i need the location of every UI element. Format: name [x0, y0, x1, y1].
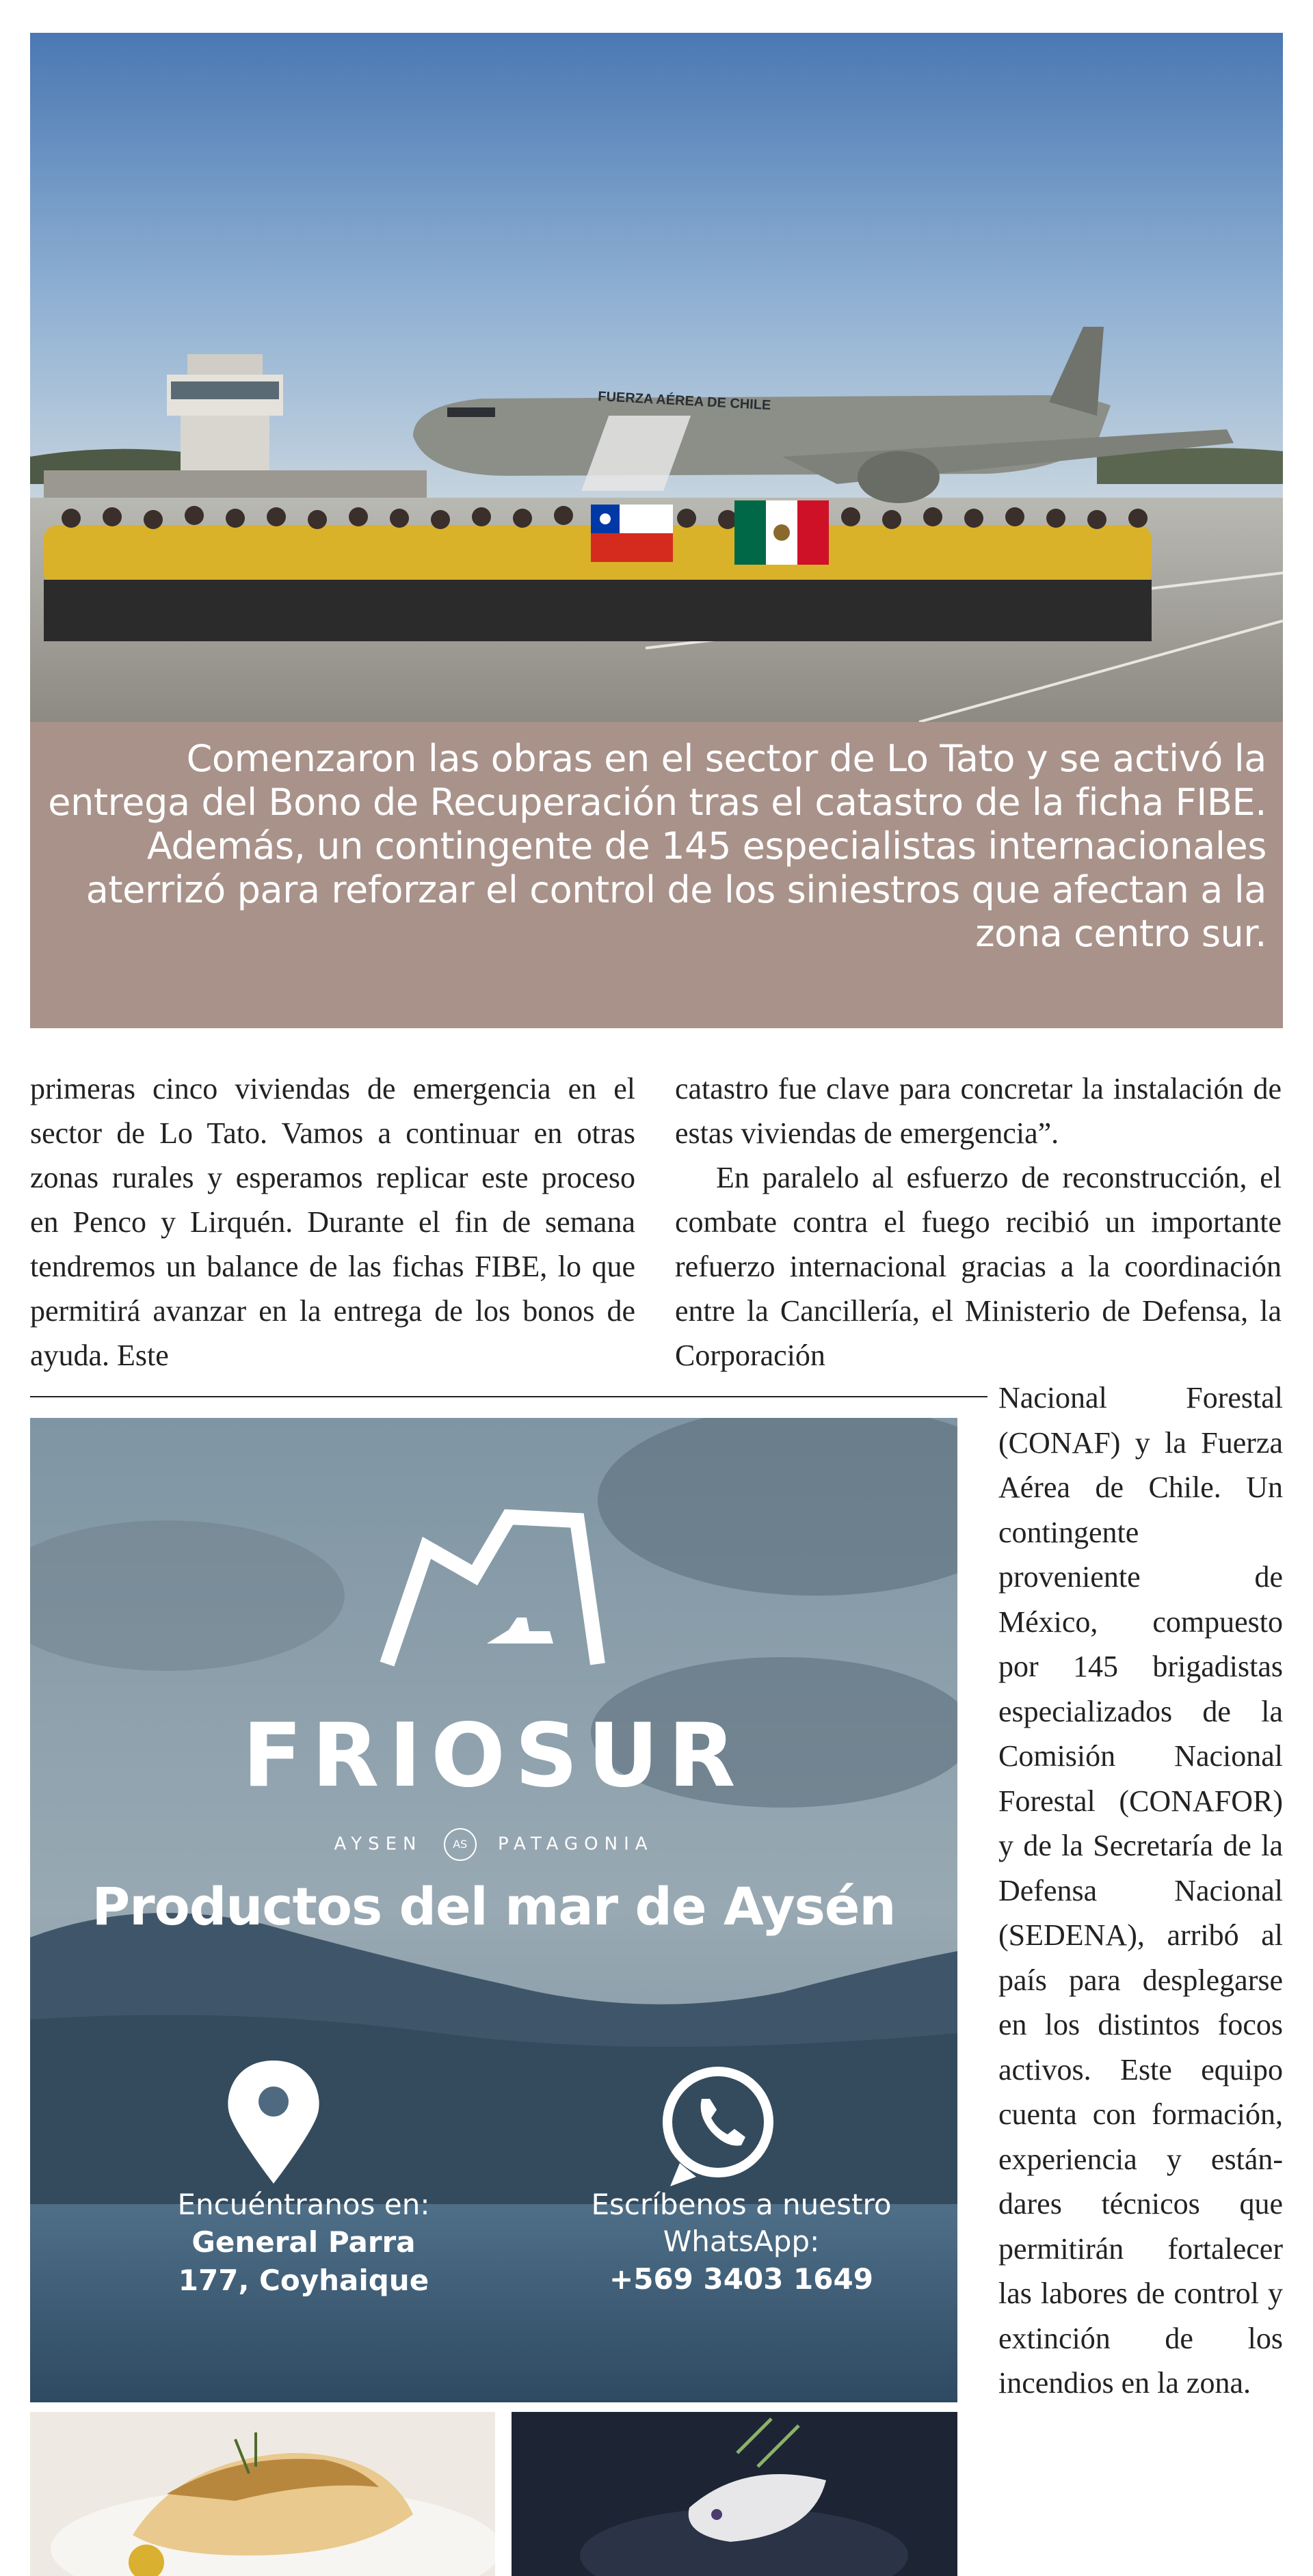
region-patagonia: PATAGONIA: [498, 1834, 654, 1855]
article-col3-text: Nacional Forestal (CONAF) y la Fuerza Aérea de Chile. Un contingente proveniente de México, compuesto por 145 brigadistas especializados de la Comisión Nacional Forestal (CONAFOR) y de la Secretaría de la Defensa Nacional (SEDENA), arribó al país para desplegarse en los distintos focos activos. Este equipo cuenta con formación, experiencia y estándares técnicos que permitirán fortalecer las labores de control y extinción de los incendios en la zona.: [998, 1381, 1283, 2400]
hero-photo-scene: [30, 33, 1283, 722]
article-col2-paragraph-1: catastro fue clave para concretar la instalación de estas viviendas de emergencia”.: [675, 1072, 1282, 1150]
hero-caption: Comenzaron las obras en el sector de Lo Tato y se activó la entrega del Bono de Recuperación tras el catastro de la ficha FIBE. Además, un contingente de 145 especialistas internacionales aterrizó para reforzar el control de los siniestros que afectan a la zona centro sur.: [48, 737, 1266, 955]
mexico-flag-icon: [734, 500, 829, 565]
plane-livery-text: FUERZA AÉREA DE CHILE: [597, 389, 771, 414]
region-line: [30, 1828, 957, 1861]
article-column-1: [30, 1066, 635, 1378]
food-photo-dish: [512, 2412, 957, 2576]
chile-flag-icon: [591, 505, 673, 562]
article-col2-paragraph-2: En paralelo al esfuerzo de reconstrucción, el combate contra el fuego recibió un importante refuerzo internacional gracias a la coordinación entre la Cancillería, el Ministerio de Defensa, la Corporación: [675, 1161, 1282, 1372]
article-column-2: [675, 1066, 1282, 1378]
region-aysen: AYSEN: [334, 1834, 423, 1855]
article-column-3: [998, 1376, 1283, 2406]
friosur-brand: FRIOSUR: [242, 1705, 745, 1807]
article-col1-text: primeras cinco viviendas de emergencia en el sector de Lo Tato. Vamos a continuar en otras zonas rurales y esperamos replicar este proceso en Penco y Lirquén. Durante el fin de semana tendremos un balance de las fichas FIBE, lo que permitirá avanzar en la entrega de los bonos de ayuda. Este: [30, 1072, 635, 1372]
hero-caption-box: [30, 722, 1283, 1028]
whatsapp-block: [550, 2186, 933, 2298]
whatsapp-label: Escríbenos a nuestro WhatsApp:: [591, 2188, 892, 2258]
friosur-advertisement: [30, 1418, 957, 2402]
divider-rule: [30, 1396, 987, 1397]
location-label: Encuéntranos en:: [177, 2188, 430, 2221]
hero-photo: [30, 33, 1283, 722]
region-mark: AS: [444, 1828, 477, 1861]
whatsapp-number: +569 3403 1649: [609, 2262, 873, 2296]
food-photo-fish: [30, 2412, 495, 2576]
ad-tagline: Productos del mar de Aysén: [92, 1876, 896, 1937]
location-block: [112, 2186, 495, 2300]
location-address: General Parra 177, Coyhaique: [178, 2225, 429, 2297]
